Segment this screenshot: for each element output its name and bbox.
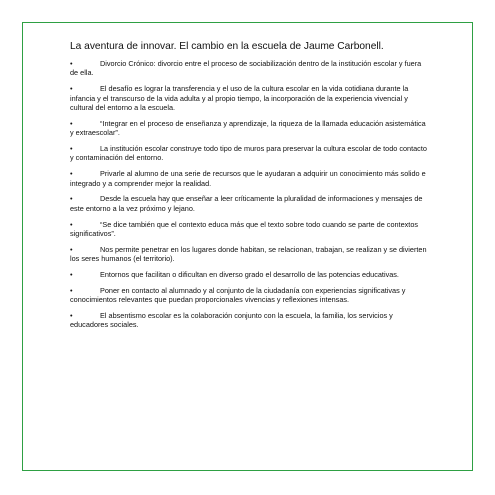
bullet-text: “Se dice también que el contexto educa más que el texto sobre todo cuando se parte de contextos significativos”.: [70, 219, 419, 239]
list-item: [70, 194, 430, 213]
bullet-text: Divorcio Crónico: divorcio entre el proceso de sociabilización dentro de la institución escolar y fuera de ella.: [70, 59, 422, 78]
bullet-marker: •: [70, 219, 73, 229]
bullet-marker: •: [70, 311, 73, 321]
bullet-text: Nos permite penetrar en los lugares donde habitan, se relacionan, trabajan, se realizan y se divierten los seres humanos (el territorio).: [70, 244, 427, 264]
bullet-text: Privarle al alumno de una serie de recursos que le ayudaran a adquirir un conocimiento más solido e integrado y a comprender mejor la realidad.: [70, 169, 426, 188]
bullet-marker: •: [70, 84, 73, 94]
bullet-marker: •: [70, 194, 73, 204]
bullet-text: El absentismo escolar es la colaboración conjunto con la escuela, la familia, los servicios y educadores sociales.: [70, 311, 393, 330]
bullet-list: [70, 59, 430, 330]
bullet-marker: •: [70, 59, 73, 68]
bullet-marker: •: [70, 118, 73, 128]
document-body: [70, 40, 430, 336]
list-item: [70, 245, 430, 264]
list-item: [70, 169, 430, 188]
bullet-marker: •: [70, 169, 73, 179]
bullet-text: “Integrar en el proceso de enseñanza y aprendizaje, la riqueza de la llamada educación asistemática y extraescolar”.: [70, 118, 426, 138]
bullet-text: Entornos que facilitan o dificultan en diverso grado el desarrollo de las potencias educativas.: [100, 270, 399, 280]
list-item: [70, 59, 430, 78]
list-item: [70, 270, 430, 279]
bullet-text: Poner en contacto al alumnado y al conjunto de la ciudadanía con experiencias significativas y conocimientos relevantes que puedan proporcionales vivencias y reflexiones intensas.: [70, 285, 406, 305]
bullet-marker: •: [70, 144, 73, 154]
list-item: [70, 119, 430, 138]
list-item: [70, 286, 430, 305]
bullet-marker: •: [70, 270, 73, 280]
bullet-text: El desafío es lograr la transferencia y el uso de la cultura escolar en la vida cotidiana durante la infancia y el transcurso de la vida adulta y al propio tiempo, la incorporación de la experiencia vivencial y cultural del entorno a la escuela.: [70, 84, 409, 113]
list-item: [70, 220, 430, 239]
bullet-marker: •: [70, 285, 73, 295]
bullet-text: Desde la escuela hay que enseñar a leer críticamente la pluralidad de informaciones y mensajes de este entorno a la vez próximo y lejano.: [70, 194, 423, 213]
list-item: [70, 84, 430, 112]
list-item: [70, 311, 430, 330]
bullet-marker: •: [70, 244, 73, 254]
list-item: [70, 144, 430, 163]
bullet-text: La institución escolar construye todo tipo de muros para preservar la cultura escolar de todo contacto y contaminación del entorno.: [70, 144, 427, 163]
document-title: La aventura de innovar. El cambio en la escuela de Jaume Carbonell.: [70, 41, 384, 52]
